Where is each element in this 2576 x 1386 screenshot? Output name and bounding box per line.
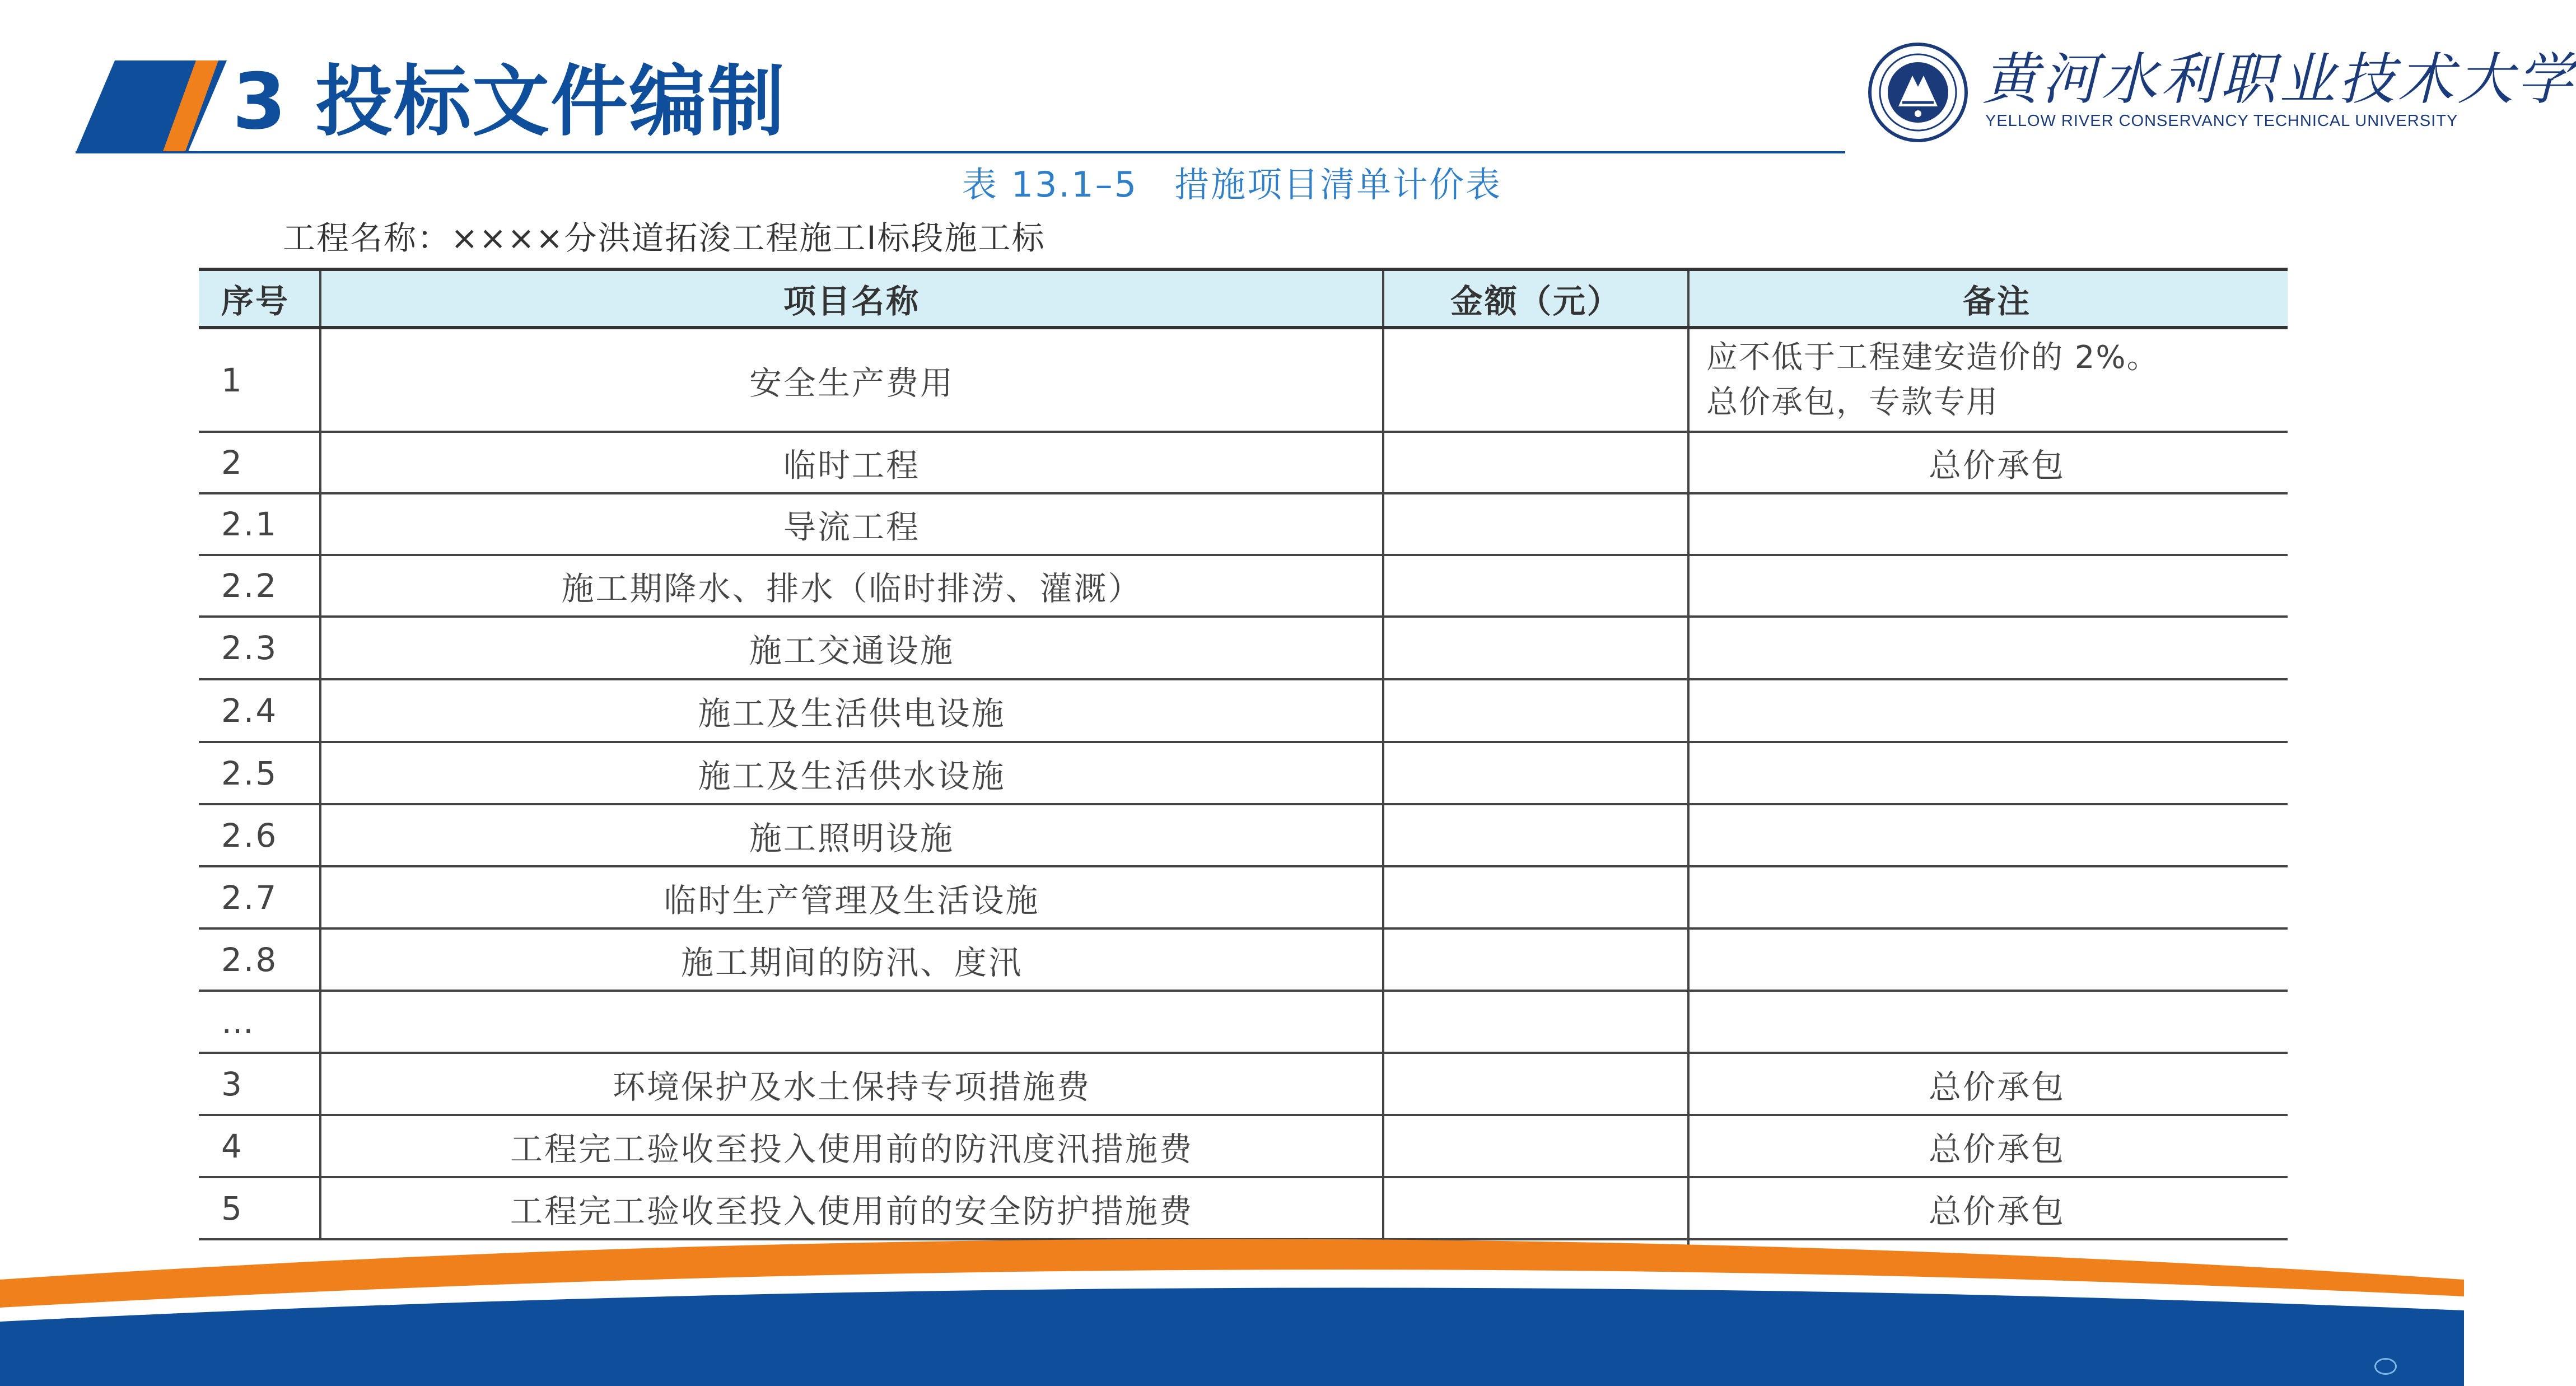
- row-name: 工程完工验收至投入使用前的防汛度汛措施费: [319, 1116, 1382, 1176]
- table-row: [199, 433, 2288, 494]
- row-no: 2.3: [221, 629, 278, 667]
- table-row: [199, 805, 2288, 867]
- row-name: 施工期间的防汛、度汛: [319, 930, 1382, 990]
- row-note: 总价承包: [1687, 1178, 2288, 1238]
- table-row: [199, 680, 2288, 743]
- table-row: [199, 1178, 2288, 1240]
- row-note: [1687, 556, 2288, 615]
- row-note: [1687, 680, 2288, 741]
- footer-band: [0, 1232, 2464, 1386]
- row-note-line: 总价承包，专款专用: [1706, 384, 1999, 421]
- table-row: [199, 329, 2288, 433]
- row-note-line: 应不低于工程建安造价的 2%。: [1706, 339, 2159, 376]
- table-caption-text: 表 13.1–5 措施项目清单计价表: [962, 164, 1502, 205]
- project-name: 工程名称：××××分洪道拓浚工程施工Ⅰ标段施工标: [283, 219, 1046, 257]
- row-no: …: [221, 1002, 255, 1041]
- row-note: [1687, 805, 2288, 865]
- row-amount: [1382, 618, 1687, 678]
- row-amount: [1382, 992, 1687, 1052]
- corner-logo-icon: [2374, 1358, 2397, 1375]
- row-amount: [1382, 1054, 1687, 1114]
- row-name: 导流工程: [319, 494, 1382, 554]
- row-no: 3: [221, 1065, 244, 1103]
- row-note: [1687, 618, 2288, 678]
- row-no: 1: [221, 361, 244, 399]
- table-row: [199, 1116, 2288, 1178]
- row-name: 安全生产费用: [319, 329, 1382, 431]
- row-no: 2.5: [221, 754, 278, 792]
- table-row: [199, 743, 2288, 805]
- row-no: 2.4: [221, 692, 278, 730]
- row-amount: [1382, 556, 1687, 615]
- university-seal-icon: [1868, 42, 1968, 143]
- row-amount: [1382, 329, 1687, 431]
- table-row: [199, 1054, 2288, 1116]
- row-no: 2: [221, 444, 244, 482]
- row-name: 施工照明设施: [319, 805, 1382, 865]
- row-name: 工程完工验收至投入使用前的安全防护措施费: [319, 1178, 1382, 1238]
- row-note: [1687, 992, 2288, 1052]
- row-no: 5: [221, 1189, 244, 1228]
- row-name: 施工期降水、排水（临时排涝、灌溉）: [319, 556, 1382, 615]
- row-no: 2.6: [221, 816, 278, 855]
- row-note: [1687, 494, 2288, 554]
- row-name: [319, 992, 1382, 1052]
- title-underline: [76, 151, 1845, 153]
- row-note: 总价承包: [1687, 1054, 2288, 1114]
- row-name: 临时生产管理及生活设施: [319, 867, 1382, 927]
- table-row: [199, 556, 2288, 618]
- row-amount: [1382, 1116, 1687, 1176]
- row-no: 2.1: [221, 505, 278, 543]
- row-amount: [1382, 1178, 1687, 1238]
- row-amount: [1382, 743, 1687, 803]
- header-amount: 金额（元）: [1382, 271, 1687, 326]
- table-caption: [0, 157, 2464, 213]
- row-no: 2.2: [221, 567, 278, 605]
- row-name: 环境保护及水土保持专项措施费: [319, 1054, 1382, 1114]
- table-header-row: [199, 268, 2288, 329]
- header-no: 序号: [221, 282, 290, 320]
- header-note: 备注: [1687, 271, 2288, 326]
- row-amount: [1382, 494, 1687, 554]
- row-amount: [1382, 433, 1687, 492]
- table-row: [199, 867, 2288, 930]
- logo-chinese-name: 黄河水利职业技术大学: [1982, 46, 2576, 112]
- table-row: [199, 494, 2288, 556]
- row-name: 施工及生活供水设施: [319, 743, 1382, 803]
- row-note: [1687, 329, 2288, 431]
- row-name: 施工交通设施: [319, 618, 1382, 678]
- row-no: 2.7: [221, 878, 278, 917]
- row-note: [1687, 930, 2288, 990]
- page-title: 3 投标文件编制: [232, 57, 786, 147]
- row-no: 2.8: [221, 940, 278, 979]
- row-name: 临时工程: [319, 433, 1382, 492]
- row-name: 施工及生活供电设施: [319, 680, 1382, 741]
- row-amount: [1382, 930, 1687, 990]
- row-amount: [1382, 680, 1687, 741]
- row-note: [1687, 743, 2288, 803]
- row-amount: [1382, 867, 1687, 927]
- table-row: [199, 618, 2288, 680]
- row-no: 4: [221, 1127, 244, 1165]
- header-name: 项目名称: [319, 271, 1382, 326]
- row-note: 总价承包: [1687, 1116, 2288, 1176]
- logo-english-name: YELLOW RIVER CONSERVANCY TECHNICAL UNIVERSITY: [1985, 112, 2458, 130]
- table-row: [199, 992, 2288, 1054]
- table-row: [199, 930, 2288, 992]
- row-amount: [1382, 805, 1687, 865]
- row-note: [1687, 867, 2288, 927]
- row-note: 总价承包: [1687, 433, 2288, 492]
